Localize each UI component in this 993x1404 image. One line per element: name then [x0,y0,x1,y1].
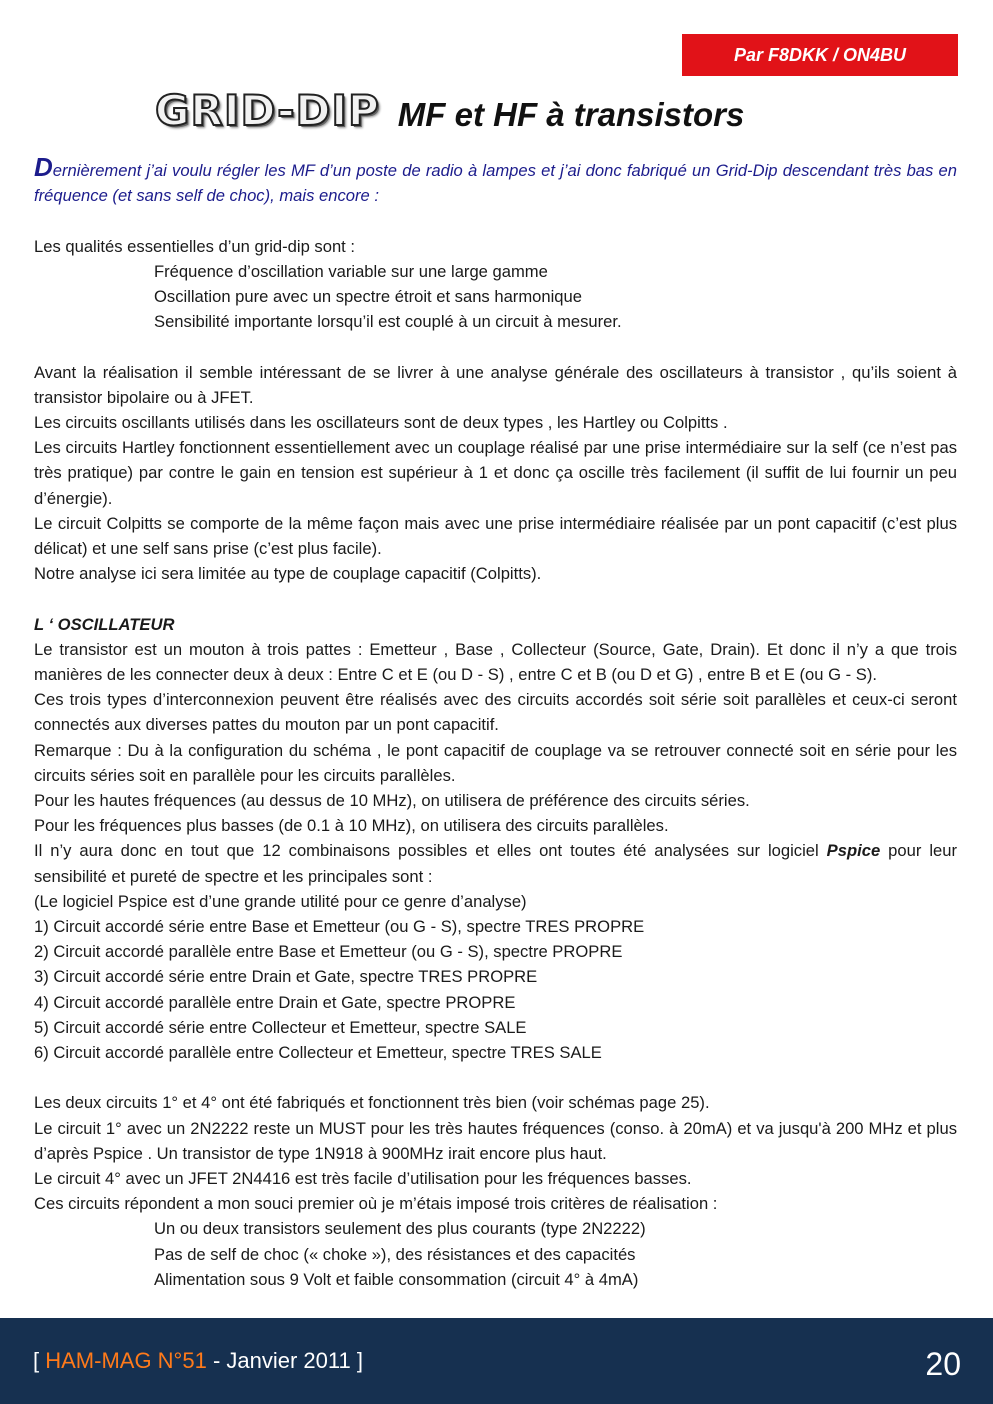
intro-text: ernièrement j’ai voulu régler les MF d’un poste de radio à lampes et j’ai donc fabriqué un Grid-Dip descendant très bas en fréquence (et sans self de choc), mais encore : [34,161,957,206]
conclusion-paragraph: Ces circuits répondent a mon souci premier où je m’étais imposé trois critères de réalisation : [34,1194,718,1214]
article-title [155,80,744,140]
grid-dip-logo: GRID-DIP [155,85,380,135]
criteria-item: Alimentation sous 9 Volt et faible consommation (circuit 4° à 4mA) [154,1269,639,1289]
quality-item: Oscillation pure avec un spectre étroit et sans harmonique [154,287,582,306]
conclusion-paragraph: Le circuit 4° avec un JFET 2N4416 est très facile d’utilisation pour les fréquences basses. [34,1169,692,1189]
circuit-item: 3) Circuit accordé série entre Drain et Gate, spectre TRES PROPRE [34,967,538,987]
pspice-text-after: pour leur sensibilité et pureté de spectre et les principales sont : [34,841,957,886]
magazine-issue [33,1348,363,1374]
analysis-paragraph: Le circuit Colpitts se comporte de la même façon mais avec une prise intermédiaire réalisée par un pont capacitif (c’est plus délicat) et une self sans prise (c’est plus facile). [34,513,957,559]
oscillator-paragraph: Pour les hautes fréquences (au dessus de 10 MHz), on utilisera de préférence des circuits séries. [34,791,750,811]
circuit-item: 2) Circuit accordé parallèle entre Base et Emetteur (ou G - S), spectre PROPRE [34,942,623,962]
author-badge: Par F8DKK / ON4BU [682,34,958,76]
circuit-item: 4) Circuit accordé parallèle entre Drain et Gate, spectre PROPRE [34,992,516,1012]
intro-paragraph [34,152,957,208]
analysis-paragraph: Les circuits oscillants utilisés dans les oscillateurs sont de deux types , les Hartley ou Colpitts . [34,413,728,432]
article-subtitle: MF et HF à transistors [397,96,745,133]
conclusion-paragraph: Le circuit 1° avec un 2N2222 reste un MUST pour les très hautes fréquences (conso. à 20mA) et va jusqu'à 200 MHz et plus d’après Pspice . Un transistor de type 1N918 à 900MHz irait encore plus haut. [34,1118,957,1163]
magazine-name: HAM-MAG N°51 [45,1348,207,1373]
quality-item: Fréquence d’oscillation variable sur une large gamme [154,261,548,281]
pspice-paragraph [34,838,957,888]
qualities-lead: Les qualités essentielles d’un grid-dip sont : [34,236,356,256]
criteria-item: Un ou deux transistors seulement des plus courants (type 2N2222) [154,1219,646,1239]
section-heading: L ‘ OSCILLATEUR [34,614,175,634]
page-number: 20 [925,1346,961,1382]
analysis-paragraph: Les circuits Hartley fonctionnent essentiellement avec un couplage réalisé par une prise intermédiaire sur la self (ce n’est pas très pratique) par contre le gain en tension est supérieur à 1 et donc ça oscille très facilement (il suffit de lui fournir un peu d’énergie). [34,438,957,508]
drop-cap: D [34,152,53,182]
article-body [34,152,957,1292]
pspice-text-before: Il n’y aura donc en tout que 12 combinaisons possibles et elles ont toutes été analysées sur logiciel [34,841,827,861]
conclusion-paragraph: Les deux circuits 1° et 4° ont été fabriqués et fonctionnent très bien (voir schémas page 25). [34,1093,710,1113]
circuit-item: 5) Circuit accordé série entre Collecteur et Emetteur, spectre SALE [34,1017,527,1037]
circuit-item: 6) Circuit accordé parallèle entre Collecteur et Emetteur, spectre TRES SALE [34,1043,602,1063]
pspice-note: (Le logiciel Pspice est d’une grande utilité pour ce genre d’analyse) [34,891,527,911]
quality-item: Sensibilité importante lorsqu’il est couplé à un circuit à mesurer. [154,312,622,332]
oscillator-paragraph: Le transistor est un mouton à trois pattes : Emetteur , Base , Collecteur (Source, Gate, Drain). Et donc il n’y a que trois manières de les connecter deux à deux : Entre C et E (ou D - S) , entre C et B (ou D et G) , entre B et E (ou G - S). [34,639,957,685]
issue-date: - Janvier 2011 ] [206,1348,363,1373]
page-footer [0,1318,993,1404]
criteria-item: Pas de self de choc (« choke »), des résistances et des capacités [154,1244,636,1264]
oscillator-paragraph: Ces trois types d’interconnexion peuvent être réalisés avec des circuits accordés soit série soit parallèles et ceux-ci seront connectés aux diverses pattes du mouton par un pont capacitif. [34,690,957,735]
bracket-open: [ [33,1348,46,1373]
circuit-item: 1) Circuit accordé série entre Base et Emetteur (ou G - S), spectre TRES PROPRE [34,917,645,937]
analysis-paragraph: Notre analyse ici sera limitée au type de couplage capacitif (Colpitts). [34,564,542,584]
oscillator-paragraph: Remarque : Du à la configuration du schéma , le pont capacitif de couplage va se retrouver connecté soit en série pour les circuits séries soit en parallèle pour les circuits parallèles. [34,740,957,785]
oscillator-paragraph: Pour les fréquences plus basses (de 0.1 à 10 MHz), on utilisera des circuits parallèles. [34,816,669,836]
analysis-paragraph: Avant la réalisation il semble intéressant de se livrer à une analyse générale des oscillateurs à transistor , qu’ils soient à transistor bipolaire ou à JFET. [34,362,957,407]
pspice-keyword: Pspice [826,841,881,861]
